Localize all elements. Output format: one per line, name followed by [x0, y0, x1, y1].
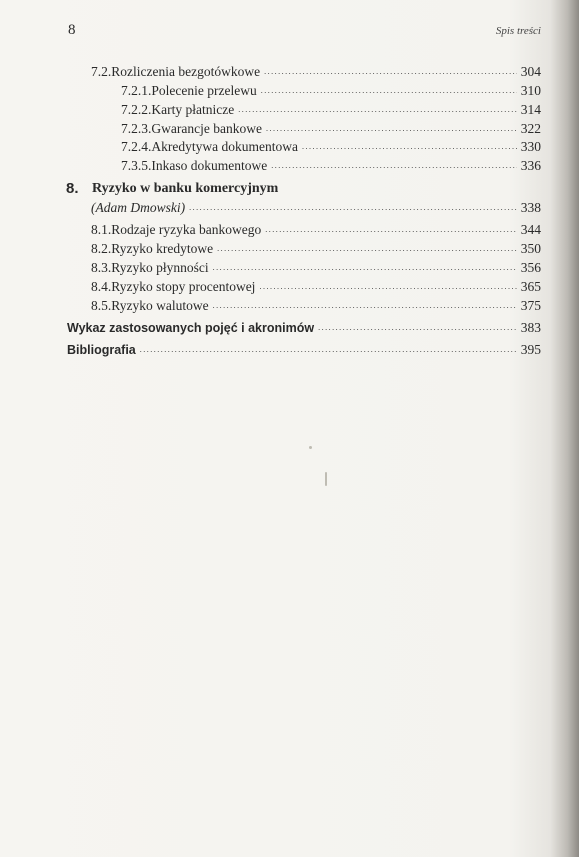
paper-speck	[325, 472, 327, 486]
toc-entry	[91, 260, 541, 278]
leader-dots	[217, 244, 517, 253]
leader-dots	[213, 263, 517, 272]
leader-dots	[264, 67, 517, 76]
toc-entry	[121, 139, 541, 157]
toc-entry-page: 395	[520, 342, 541, 357]
toc-entry-title: Inkaso dokumentowe	[151, 158, 268, 173]
toc-entry-number: 7.2.2.	[121, 102, 152, 117]
leader-dots	[266, 124, 517, 133]
toc-entry-title: Karty płatnicze	[151, 102, 235, 117]
toc-entry-number: 7.2.1.	[121, 83, 152, 98]
toc-entry-title: Bibliografia	[67, 343, 136, 357]
leader-dots	[318, 323, 517, 332]
toc-entry	[91, 222, 541, 240]
chapter-title: Ryzyko w banku komercyjnym	[92, 181, 279, 196]
toc-entry	[91, 298, 541, 316]
toc-entry-number: 8.4.	[91, 279, 112, 294]
toc-entry-page: 344	[520, 222, 541, 237]
chapter-author-entry	[91, 200, 541, 218]
toc-entry-title: Gwarancje bankowe	[151, 121, 262, 136]
toc-entry-page: 310	[520, 83, 541, 98]
toc-entry-title: Ryzyko kredytowe	[111, 241, 214, 256]
leader-dots	[302, 142, 517, 151]
toc-entry	[91, 279, 541, 297]
toc-entry-page: 314	[520, 102, 541, 117]
leader-dots	[265, 225, 517, 234]
toc-entry-glossary	[67, 320, 541, 338]
toc-entry-title: Wykaz zastosowanych pojęć i akronimów	[67, 321, 315, 335]
leader-dots	[259, 282, 516, 291]
toc-entry-number: 8.1.	[91, 222, 112, 237]
leader-dots	[213, 301, 517, 310]
toc-entry-number: 7.3.5.	[121, 158, 152, 173]
toc-entry-title: Ryzyko stopy procentowej	[111, 279, 256, 294]
toc-entry-page: 375	[520, 298, 541, 313]
leader-dots	[189, 203, 517, 212]
toc-entry-page: 304	[520, 64, 541, 79]
paper-speck	[309, 446, 312, 449]
toc-entry-number: 7.2.3.	[121, 121, 152, 136]
toc-entry-number: 7.2.4.	[121, 139, 152, 154]
toc-entry-number: 8.5.	[91, 298, 112, 313]
toc-entry-title: Polecenie przelewu	[151, 83, 257, 98]
toc-entry-title: Ryzyko walutowe	[111, 298, 209, 313]
toc-entry-page: 356	[520, 260, 541, 275]
toc-entry-page: 336	[520, 158, 541, 173]
toc-entry-title: Ryzyko płynności	[111, 260, 209, 275]
toc-entry	[91, 241, 541, 259]
toc-entry-number: 7.2.	[91, 64, 112, 79]
toc-entry-page: 350	[520, 241, 541, 256]
toc-entry-page: 322	[520, 121, 541, 136]
toc-entry	[121, 121, 541, 139]
toc-entry-number: 8.2.	[91, 241, 112, 256]
chapter-number: 8.	[66, 180, 79, 197]
leader-dots	[271, 161, 517, 170]
toc-entry-page: 383	[520, 320, 541, 335]
toc-entry-page: 330	[520, 139, 541, 154]
toc-entry	[121, 83, 541, 101]
leader-dots	[140, 345, 517, 354]
toc-entry-title: Rozliczenia bezgotówkowe	[111, 64, 261, 79]
chapter-author: (Adam Dmowski)	[91, 200, 186, 215]
toc-entry-page: 365	[520, 279, 541, 294]
page-number: 8	[68, 22, 76, 38]
leader-dots	[261, 86, 517, 95]
toc-entry	[121, 158, 541, 176]
toc-entry-page: 338	[520, 200, 541, 215]
toc-entry	[91, 64, 541, 82]
toc-entry-bibliography	[67, 342, 541, 360]
running-head: Spis treści	[495, 25, 541, 37]
toc-entry-number: 8.3.	[91, 260, 112, 275]
toc-entry	[121, 102, 541, 120]
toc-entry-title: Akredytywa dokumentowa	[151, 139, 298, 154]
leader-dots	[238, 105, 517, 114]
toc-entry-title: Rodzaje ryzyka bankowego	[111, 222, 262, 237]
